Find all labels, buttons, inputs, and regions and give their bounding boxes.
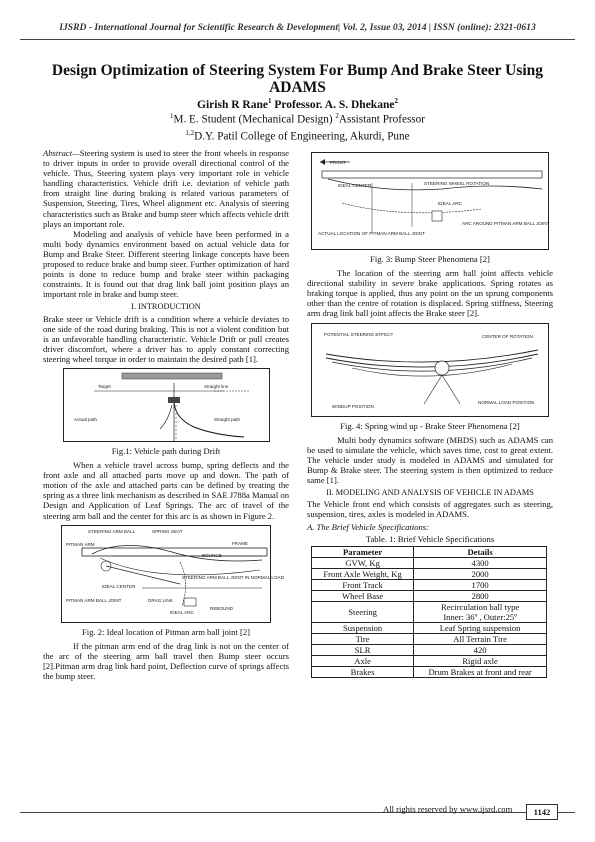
section2-paragraph-1: The Vehicle front end which consists of aggregates such as steering, suspension, tires, axles is modeled in ADAMS.: [307, 499, 553, 520]
right-column: [307, 148, 553, 678]
table-cell-details: Drum Brakes at front and rear: [414, 666, 547, 677]
fig4-label-windup-position: WINDUP POSITION: [332, 403, 374, 409]
table-cell-details: Recirculation ball type Inner: 36º , Outer:25º: [414, 601, 547, 622]
table-cell-parameter: SLR: [312, 644, 414, 655]
abstract-label: Abstract—: [43, 148, 80, 158]
affiliation-line-2: $^{1,2}$D.Y. Patil College of Engineering, Akurdi, Pune: [185, 128, 410, 143]
author-2: Professor. A. S. Dhekane: [271, 98, 395, 111]
table-cell-details: 1700: [414, 579, 547, 590]
fig2-label-frame: FRAME: [232, 540, 249, 546]
figure-3-drawing: [312, 153, 548, 249]
table-cell-parameter: Steering: [312, 601, 414, 622]
table-cell-parameter: Wheel Base: [312, 590, 414, 601]
author-1: Girish R Rane: [197, 98, 268, 111]
affiliation-line-1: $^1$M. E. Student (Mechanical Design) $^2$Assistant Professor: [170, 112, 425, 126]
figure-2-drawing: [62, 526, 284, 622]
table-1-caption: Table. 1: Brief Vehicle Specifications: [365, 533, 495, 544]
header-rule: [20, 39, 575, 40]
author-2-sup: 2: [394, 97, 398, 105]
table-cell-details: 4300: [414, 557, 547, 568]
table-header-row: [312, 546, 547, 557]
figure-1-caption: Fig.1: Vehicle path during Drift: [111, 445, 221, 456]
fig2-label-pitman-arm-ball-joint: PITMAN ARM BALL JOINT: [66, 597, 122, 603]
table-cell-parameter: Front Track: [312, 579, 414, 590]
fig4-label-center-of-rotation: CENTER OF ROTATION: [482, 333, 533, 339]
fig1-label-straight-line: Straight line: [204, 383, 229, 389]
table-cell-details: Leaf Spring suspension: [414, 622, 547, 633]
fig2-label-pitman-arm: PITMAN ARM: [66, 541, 95, 547]
fig2-label-drag-link: DRAG LINK: [148, 597, 173, 603]
section-heading-modeling: II. MODELING AND ANALYSIS OF VEHICLE IN ADAMS: [326, 488, 534, 498]
fig3-label-actual-location: ACTUAL LOCATION OF PITMAN ARM BALL JOINT: [318, 231, 425, 236]
fig1-label-target: Target: [98, 383, 111, 389]
specifications-table: [311, 546, 547, 678]
figure-4-caption: Fig. 4: Spring wind up - Brake Steer Phenomena [2]: [340, 420, 520, 431]
table-row: [312, 579, 547, 590]
intro-paragraph-2: When a vehicle travel across bump, spring deflects and the front axle and all attached parts move up and down. The path of motion of the axle and attached parts can be defined by treating the spring as a three link mechanism as described in SAE J788a Manual on Design and Application of Leaf Springs. The arc of travel of the steering arm ball and the center for this arc is as shown in Figure 2.: [43, 460, 289, 521]
abstract-paragraph-2: Modeling and analysis of vehicle have been performed in a multi body dynamics environment based on actual vehicle data for Bump and Brake Steer. Different steering linkage concepts have been proposed to reduce brake and bump steer. Further optimization of hard points is done to reduce bump and brake steer within packaging constraints. It is found out that drag link ball joint position plays an important role in brake and bump steer.: [43, 228, 289, 300]
footer-rights: All rights reserved by www.ijsrd.com: [383, 804, 513, 814]
table-row: [312, 601, 547, 622]
intro-paragraph-1: Brake steer or Vehicle drift is a condition where a vehicle deviates to one side of the road during braking. This is not a violent condition but is an unfavorable handling characteristic. Vehicle Drift or pull creates driver discomfort, where a driver has to apply constant correcting steering wheel torque in order to maintain the desired path [1].: [43, 313, 289, 364]
table-row: [312, 590, 547, 601]
fig2-label-ideal-center: IDEAL CENTER: [102, 583, 136, 589]
page-number: 1142: [526, 804, 558, 820]
table-cell-details: 420: [414, 644, 547, 655]
table-cell-parameter: Front Axle Weight, Kg: [312, 568, 414, 579]
table-row: [312, 666, 547, 677]
table-cell-details: All Terrain Tire: [414, 633, 547, 644]
figure-1: [63, 368, 270, 442]
figure-3: [311, 152, 549, 250]
authors: [40, 97, 555, 111]
left-column: [43, 148, 289, 681]
table-cell-parameter: Brakes: [312, 666, 414, 677]
fig4-label-normal-load: NORMAL LOAD POSITION: [478, 399, 535, 405]
intro-paragraph-4: The location of the steering arm ball joint affects vehicle directional stability in severe brake applications. Spring rotates as braking torque is applied, thus any point on the un sprung components other than the centre of rotation is displaced. Spring stiffness, Steering arm drag link ball joint affects the Brake steer [2].: [307, 268, 553, 319]
fig3-label-arc-around-pitman: ARC AROUND PITMAN ARM BALL JOINT: [462, 221, 550, 226]
table-body: [312, 557, 547, 677]
table-cell-parameter: Suspension: [312, 622, 414, 633]
table-row: [312, 622, 547, 633]
fig1-label-actual-path: Actual path: [74, 416, 97, 422]
fig3-label-ideal-center: IDEAL CENTER: [338, 183, 372, 188]
section-heading-introduction: I. INTRODUCTION: [131, 302, 201, 312]
table-cell-parameter: Tire: [312, 633, 414, 644]
fig1-label-straight-path: Straight path: [214, 416, 241, 422]
figure-2-caption: Fig. 2: Ideal location of Pitman arm ball joint [2]: [81, 626, 251, 637]
table-cell-parameter: Axle: [312, 655, 414, 666]
paper-title: Design Optimization of Steering System For Bump And Brake Steer Using ADAMS: [51, 62, 544, 96]
figure-4-drawing: [312, 324, 548, 416]
journal-header: IJSRD - International Journal for Scientific Research & Development| Vol. 2, Issue 03, 2014 | ISSN (online): 2321-0613: [59, 22, 536, 33]
table-header-parameter: Parameter: [312, 546, 414, 557]
abstract-paragraph-1: Abstract—Steering system is used to steer the front wheels in response to driver inputs in order to provide overall directional control of the vehicle. Thus, Steering system plays very important role in vehicle handling characteristics. Vehicle drift i.e. deviation of vehicle path from straight line during braking is related various parameters of Suspension, Steering, Tires, Wheel alignment etc. Analysis of steering characteristics such as Brake and bump steer which affects vehicle drift plays an important role.: [43, 148, 289, 229]
figure-1-drawing: [64, 369, 269, 441]
fig2-label-arm-ball-normal-load: STEERING ARM BALL JOINT IN NORMAL LOAD: [182, 574, 284, 580]
intro-paragraph-3: If the pitman arm end of the drag link is not on the center of the arc of the steering arm ball travel then Bump steer occurs [2].Pitman arm drag link hard point, Deflection curve of springs affects the bump steer.: [43, 640, 289, 681]
fig3-label-steering-wheel-rotation: STEERING WHEEL ROTATION: [424, 181, 490, 186]
table-cell-details: 2800: [414, 590, 547, 601]
table-cell-parameter: GVW, Kg: [312, 557, 414, 568]
figure-3-caption: Fig. 3: Bump Steer Phenomena [2]: [370, 254, 490, 264]
intro-paragraph-5: Multi body dynamics software (MBDS) such as ADAMS can be used to simulate the vehicle, which saves time, cost to great extent. The vehicle under study is modeled in ADAMS and simulated for Bump & Brake steer. The steering system is then optimized to reduce same [1].: [307, 434, 553, 486]
table-cell-details: 2000: [414, 568, 547, 579]
table-row: [312, 655, 547, 666]
fig2-label-rebound: REBOUND: [210, 605, 233, 611]
fig2-label-ideal-arc: IDEAL ARC: [170, 609, 194, 615]
fig3-label-front: FRONT: [330, 160, 346, 165]
figure-2: [61, 525, 284, 623]
table-header-details: Details: [414, 546, 547, 557]
table-cell-details: Rigid axle: [414, 655, 547, 666]
subsection-heading-specs: A. The Brief Vehicle Specifications:: [307, 522, 429, 533]
fig2-label-steering-arm-ball: STEERING ARM BALL: [88, 528, 136, 534]
fig3-label-ideal-arc: IDEAL ARC: [438, 201, 462, 206]
author-1-sup: 1: [267, 97, 272, 105]
fig2-label-bounce: BOUNCE: [202, 552, 222, 558]
table-row: [312, 633, 547, 644]
fig2-label-spring-seat: SPRING SEAT: [152, 528, 183, 534]
figure-4: [311, 323, 549, 417]
affiliations: [40, 110, 555, 143]
table-row: [312, 644, 547, 655]
table-row: [312, 568, 547, 579]
fig4-label-potential-steering: POTENTIAL STEERING EFFECT: [324, 331, 394, 337]
table-row: [312, 557, 547, 568]
